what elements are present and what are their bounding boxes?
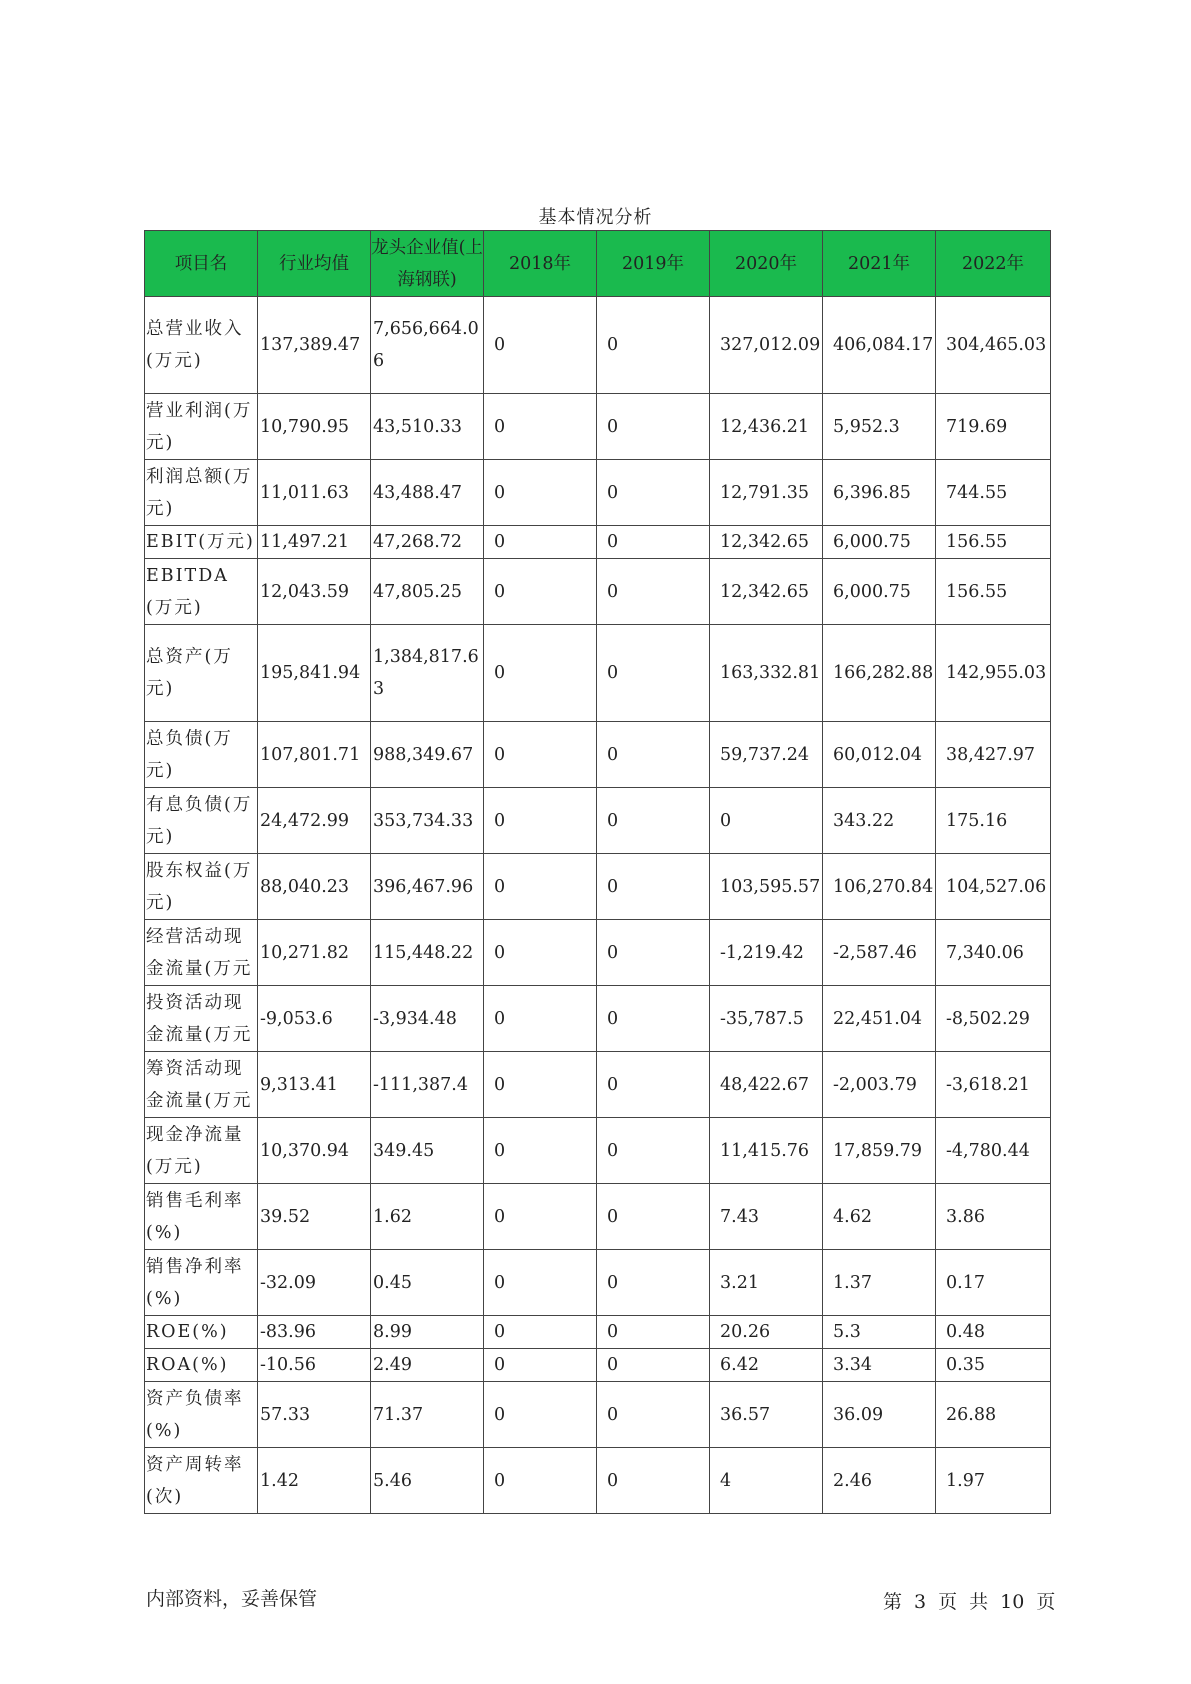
table-cell: 0.35 (936, 1349, 1051, 1382)
table-cell: 0 (484, 1448, 597, 1514)
row-label: EBIT(万元) (145, 526, 258, 559)
table-cell: 59,737.24 (710, 722, 823, 788)
table-row (145, 559, 1051, 625)
table-cell: 1.97 (936, 1448, 1051, 1514)
table-cell: 0 (484, 1184, 597, 1250)
table-cell: 11,011.63 (258, 460, 371, 526)
row-label: EBITDA(万元) (145, 559, 258, 625)
row-label: 利润总额(万元) (145, 460, 258, 526)
table-row (145, 394, 1051, 460)
table-cell: 43,488.47 (371, 460, 484, 526)
table-cell: 0 (484, 920, 597, 986)
table-cell: 744.55 (936, 460, 1051, 526)
table-row (145, 854, 1051, 920)
column-header: 2021年 (823, 231, 936, 297)
total-prefix: 共 (969, 1591, 989, 1613)
table-cell: 0 (597, 722, 710, 788)
table-cell: 10,370.94 (258, 1118, 371, 1184)
table-cell: 5.46 (371, 1448, 484, 1514)
table-cell: 0 (710, 788, 823, 854)
table-row (145, 1250, 1051, 1316)
table-cell: 71.37 (371, 1382, 484, 1448)
table-cell: 0 (484, 526, 597, 559)
page-title: 基本情况分析 (538, 207, 653, 228)
data-table (144, 230, 1051, 1514)
table-cell: 1.37 (823, 1250, 936, 1316)
table-cell: 103,595.57 (710, 854, 823, 920)
table-cell: 0 (597, 920, 710, 986)
table-cell: 0 (597, 1349, 710, 1382)
table-cell: 39.52 (258, 1184, 371, 1250)
row-label: 经营活动现金流量(万元 (145, 920, 258, 986)
row-label: 营业利润(万元) (145, 394, 258, 460)
total-suffix: 页 (1036, 1591, 1056, 1613)
row-label: 筹资活动现金流量(万元 (145, 1052, 258, 1118)
table-cell: 12,436.21 (710, 394, 823, 460)
table-cell: 0 (484, 1250, 597, 1316)
table-cell: 88,040.23 (258, 854, 371, 920)
table-cell: 6,000.75 (823, 559, 936, 625)
table-cell: -3,934.48 (371, 986, 484, 1052)
table-cell: 5,952.3 (823, 394, 936, 460)
table-cell: 327,012.09 (710, 297, 823, 394)
table-cell: 0 (484, 1316, 597, 1349)
table-cell: 0 (597, 788, 710, 854)
table-cell: 115,448.22 (371, 920, 484, 986)
table-cell: 43,510.33 (371, 394, 484, 460)
column-header: 2019年 (597, 231, 710, 297)
table-header-row (145, 231, 1051, 297)
page-total: 10 (1000, 1591, 1025, 1613)
table-cell: 7,340.06 (936, 920, 1051, 986)
table-cell: 0 (484, 1382, 597, 1448)
table-cell: -2,587.46 (823, 920, 936, 986)
table-cell: 8.99 (371, 1316, 484, 1349)
table-cell: 2.46 (823, 1448, 936, 1514)
table-cell: 6,000.75 (823, 526, 936, 559)
table-cell: 0 (597, 986, 710, 1052)
table-cell: 38,427.97 (936, 722, 1051, 788)
table-cell: 0 (597, 1118, 710, 1184)
table-cell: 4.62 (823, 1184, 936, 1250)
table-cell: 11,415.76 (710, 1118, 823, 1184)
table-cell: -32.09 (258, 1250, 371, 1316)
table-cell: 1.42 (258, 1448, 371, 1514)
table-cell: 0 (484, 986, 597, 1052)
table-cell: -111,387.4 (371, 1052, 484, 1118)
row-label: 销售净利率(%) (145, 1250, 258, 1316)
table-cell: 47,268.72 (371, 526, 484, 559)
table-cell: 0 (484, 854, 597, 920)
table-cell: 0 (484, 1349, 597, 1382)
table-cell: 0 (597, 1184, 710, 1250)
table-cell: -10.56 (258, 1349, 371, 1382)
table-cell: 1,384,817.63 (371, 625, 484, 722)
table-cell: 0 (484, 788, 597, 854)
table-cell: 163,332.81 (710, 625, 823, 722)
table-cell: 0 (484, 297, 597, 394)
column-header: 2020年 (710, 231, 823, 297)
table-row (145, 1052, 1051, 1118)
table-row (145, 1349, 1051, 1382)
table-cell: -83.96 (258, 1316, 371, 1349)
table-cell: 6,396.85 (823, 460, 936, 526)
column-header: 行业均值 (258, 231, 371, 297)
table-cell: 9,313.41 (258, 1052, 371, 1118)
table-cell: 3.34 (823, 1349, 936, 1382)
table-cell: 12,791.35 (710, 460, 823, 526)
table-row (145, 788, 1051, 854)
table-cell: 3.86 (936, 1184, 1051, 1250)
table-cell: 195,841.94 (258, 625, 371, 722)
table-cell: 988,349.67 (371, 722, 484, 788)
table-cell: 36.09 (823, 1382, 936, 1448)
table-row (145, 1382, 1051, 1448)
table-row (145, 1448, 1051, 1514)
table-cell: 0 (597, 394, 710, 460)
table-cell: 0 (597, 1052, 710, 1118)
table-row (145, 920, 1051, 986)
table-cell: -1,219.42 (710, 920, 823, 986)
table-cell: 104,527.06 (936, 854, 1051, 920)
table-cell: -4,780.44 (936, 1118, 1051, 1184)
table-cell: 0 (484, 1052, 597, 1118)
table-cell: 57.33 (258, 1382, 371, 1448)
row-label: ROE(%) (145, 1316, 258, 1349)
table-cell: 22,451.04 (823, 986, 936, 1052)
table-cell: 0 (597, 1448, 710, 1514)
table-row (145, 625, 1051, 722)
table-cell: 166,282.88 (823, 625, 936, 722)
row-label: 现金净流量(万元) (145, 1118, 258, 1184)
table-cell: 0 (597, 297, 710, 394)
table-cell: 10,271.82 (258, 920, 371, 986)
table-cell: 175.16 (936, 788, 1051, 854)
table-cell: 343.22 (823, 788, 936, 854)
table-row (145, 526, 1051, 559)
table-row (145, 460, 1051, 526)
table-cell: 6.42 (710, 1349, 823, 1382)
table-cell: 156.55 (936, 526, 1051, 559)
table-row (145, 1316, 1051, 1349)
table-cell: -8,502.29 (936, 986, 1051, 1052)
table-cell: 353,734.33 (371, 788, 484, 854)
table-row (145, 297, 1051, 394)
table-cell: 4 (710, 1448, 823, 1514)
table-cell: 156.55 (936, 559, 1051, 625)
table-cell: 0 (484, 625, 597, 722)
table-cell: 5.3 (823, 1316, 936, 1349)
table-cell: 7,656,664.06 (371, 297, 484, 394)
row-label: 总资产(万元) (145, 625, 258, 722)
table-cell: 20.26 (710, 1316, 823, 1349)
table-cell: 0 (597, 526, 710, 559)
table-row (145, 1184, 1051, 1250)
table-cell: 47,805.25 (371, 559, 484, 625)
table-cell: 17,859.79 (823, 1118, 936, 1184)
table-cell: 60,012.04 (823, 722, 936, 788)
table-cell: 12,342.65 (710, 559, 823, 625)
row-label: 投资活动现金流量(万元 (145, 986, 258, 1052)
page-suffix: 页 (938, 1591, 958, 1613)
table-cell: 349.45 (371, 1118, 484, 1184)
table-cell: 0 (484, 460, 597, 526)
table-cell: 12,342.65 (710, 526, 823, 559)
table-cell: 0 (597, 625, 710, 722)
row-label: 总负债(万元) (145, 722, 258, 788)
table-cell: 12,043.59 (258, 559, 371, 625)
table-cell: -3,618.21 (936, 1052, 1051, 1118)
page-prefix: 第 (883, 1591, 903, 1613)
table-cell: 0 (597, 559, 710, 625)
row-label: 资产周转率(次) (145, 1448, 258, 1514)
table-cell: 0 (484, 394, 597, 460)
table-cell: 2.49 (371, 1349, 484, 1382)
row-label: ROA(%) (145, 1349, 258, 1382)
table-cell: 304,465.03 (936, 297, 1051, 394)
column-header: 2022年 (936, 231, 1051, 297)
page-current: 3 (914, 1591, 927, 1613)
table-row (145, 986, 1051, 1052)
table-cell: 10,790.95 (258, 394, 371, 460)
table-cell: 0 (597, 1316, 710, 1349)
table-cell: 0 (484, 722, 597, 788)
table-cell: 1.62 (371, 1184, 484, 1250)
table-cell: 719.69 (936, 394, 1051, 460)
table-cell: -2,003.79 (823, 1052, 936, 1118)
column-header: 龙头企业值(上海钢联) (371, 231, 484, 297)
table-cell: 36.57 (710, 1382, 823, 1448)
table-cell: 7.43 (710, 1184, 823, 1250)
footer-confidential-note: 内部资料，妥善保管 (146, 1588, 318, 1610)
table-cell: 3.21 (710, 1250, 823, 1316)
table-cell: 0 (597, 1250, 710, 1316)
row-label: 资产负债率(%) (145, 1382, 258, 1448)
table-cell: 11,497.21 (258, 526, 371, 559)
table-cell: 107,801.71 (258, 722, 371, 788)
table-row (145, 1118, 1051, 1184)
table-cell: 406,084.17 (823, 297, 936, 394)
table-cell: -9,053.6 (258, 986, 371, 1052)
table-cell: 0 (597, 460, 710, 526)
table-cell: 396,467.96 (371, 854, 484, 920)
table-cell: 26.88 (936, 1382, 1051, 1448)
column-header: 项目名 (145, 231, 258, 297)
table-cell: 0.45 (371, 1250, 484, 1316)
table-cell: 0.48 (936, 1316, 1051, 1349)
table-cell: 0 (484, 1118, 597, 1184)
column-header: 2018年 (484, 231, 597, 297)
table-cell: 0 (597, 1382, 710, 1448)
table-cell: 0 (484, 559, 597, 625)
table-row (145, 722, 1051, 788)
table-cell: 24,472.99 (258, 788, 371, 854)
table-cell: 0.17 (936, 1250, 1051, 1316)
row-label: 股东权益(万元) (145, 854, 258, 920)
row-label: 有息负债(万元) (145, 788, 258, 854)
table-cell: 142,955.03 (936, 625, 1051, 722)
page-number (883, 1587, 1067, 1614)
table-cell: -35,787.5 (710, 986, 823, 1052)
table-cell: 137,389.47 (258, 297, 371, 394)
row-label: 销售毛利率(%) (145, 1184, 258, 1250)
row-label: 总营业收入(万元) (145, 297, 258, 394)
table-cell: 0 (597, 854, 710, 920)
table-cell: 106,270.84 (823, 854, 936, 920)
table-cell: 48,422.67 (710, 1052, 823, 1118)
